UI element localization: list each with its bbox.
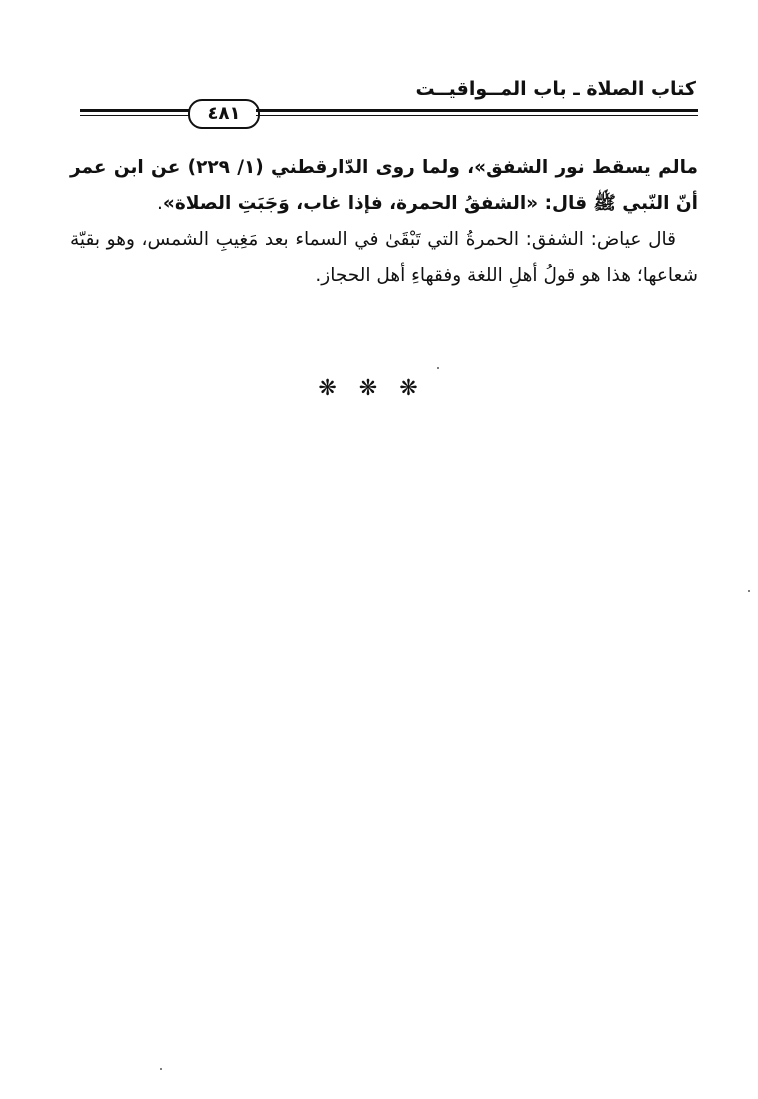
header-rule-right-thick: [256, 109, 698, 112]
header-rule-left-thick: [80, 109, 190, 112]
body-text: [70, 150, 698, 294]
paragraph-1-end: .: [156, 193, 163, 214]
page-number: [188, 99, 260, 129]
paragraph-1: [70, 150, 698, 222]
page-number-text: ٤٨١: [207, 103, 241, 124]
scan-speck: [748, 590, 750, 592]
hadith-quote: «الشفقُ الحمرة، فإذا غاب، وَجَبَتِ الصلاة»: [162, 193, 539, 214]
section-separator-stars: ❋❋❋: [318, 376, 440, 401]
header-rule-right-thin: [256, 115, 698, 116]
paragraph-2: قال عياض: الشفق: الحمرةُ التي تَبْقَىٰ في السماء بعد مَغِيبِ الشمس، وهو بقيّة شعاعها؛ هذا هو قولُ أهلِ اللغة وفقهاءِ أهل الحجاز.: [70, 229, 698, 286]
scan-speck: [160, 1068, 162, 1070]
header-rule-left-thin: [80, 115, 190, 116]
chapter-title: كتاب الصلاة ـ باب المــواقيــت: [415, 78, 696, 100]
paragraph-1-text: مالم يسقط نور الشفق»، ولما روى الدّارقطني (١/ ٢٢٩) عن ابن عمر أنّ النّبي ﷺ قال:: [70, 157, 698, 214]
scan-speck: [437, 367, 439, 369]
